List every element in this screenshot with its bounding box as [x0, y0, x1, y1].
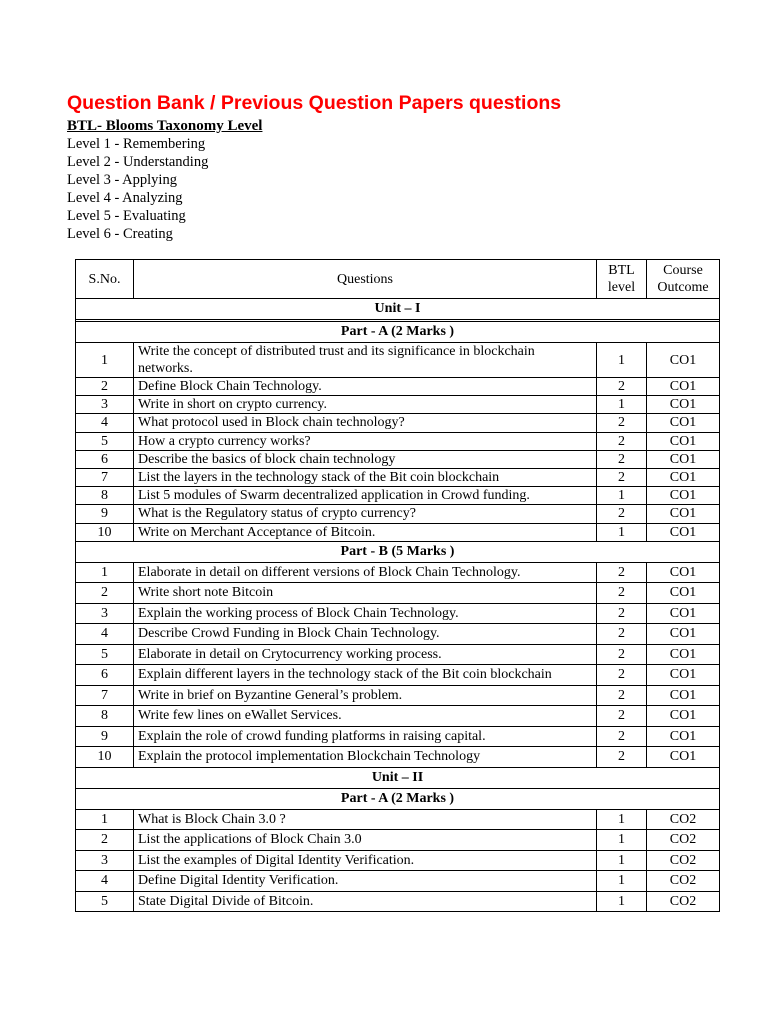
row-btl-level: 2: [597, 624, 647, 645]
row-question: Define Block Chain Technology.: [134, 378, 597, 396]
btl-level-item: Level 6 - Creating: [67, 226, 173, 242]
row-course-outcome: CO1: [647, 414, 720, 432]
row-sno: 4: [76, 871, 134, 892]
row-sno: 1: [76, 343, 134, 378]
row-course-outcome: CO1: [647, 396, 720, 414]
row-course-outcome: CO1: [647, 523, 720, 541]
row-question: List the applications of Block Chain 3.0: [134, 830, 597, 851]
row-sno: 4: [76, 624, 134, 645]
row-question: List 5 modules of Swarm decentralized application in Crowd funding.: [134, 487, 597, 505]
row-course-outcome: CO1: [647, 747, 720, 768]
row-sno: 9: [76, 505, 134, 523]
row-sno: 3: [76, 396, 134, 414]
row-question: State Digital Divide of Bitcoin.: [134, 891, 597, 912]
part-header-row: [76, 788, 720, 809]
table-row: [76, 685, 720, 706]
unit-label: Unit – II: [76, 767, 720, 788]
row-btl-level: 2: [597, 706, 647, 727]
part-header-row: [76, 322, 720, 343]
btl-level-item: Level 3 - Applying: [67, 172, 177, 188]
row-sno: 5: [76, 891, 134, 912]
row-course-outcome: CO1: [647, 378, 720, 396]
row-course-outcome: CO1: [647, 644, 720, 665]
row-course-outcome: CO1: [647, 562, 720, 583]
row-sno: 10: [76, 747, 134, 768]
row-sno: 6: [76, 450, 134, 468]
btl-level-item: Level 2 - Understanding: [67, 154, 209, 170]
header-course-outcome: Course Outcome: [647, 260, 720, 299]
table-row: [76, 505, 720, 523]
row-btl-level: 2: [597, 450, 647, 468]
table-header-row: [76, 260, 720, 299]
row-btl-level: 2: [597, 468, 647, 486]
table-row: [76, 414, 720, 432]
table-row: [76, 891, 720, 912]
row-btl-level: 2: [597, 562, 647, 583]
btl-level-item: Level 5 - Evaluating: [67, 208, 186, 224]
row-question: Explain the role of crowd funding platforms in raising capital.: [134, 726, 597, 747]
row-question: Describe Crowd Funding in Block Chain Technology.: [134, 624, 597, 645]
unit-header-row: [76, 767, 720, 788]
row-sno: 5: [76, 644, 134, 665]
row-sno: 5: [76, 432, 134, 450]
row-course-outcome: CO1: [647, 603, 720, 624]
row-question: List the examples of Digital Identity Verification.: [134, 850, 597, 871]
row-question: Describe the basics of block chain technology: [134, 450, 597, 468]
row-sno: 2: [76, 378, 134, 396]
row-question: How a crypto currency works?: [134, 432, 597, 450]
row-course-outcome: CO2: [647, 871, 720, 892]
row-btl-level: 1: [597, 871, 647, 892]
part-label: Part - B (5 Marks ): [76, 541, 720, 562]
row-course-outcome: CO1: [647, 624, 720, 645]
row-sno: 4: [76, 414, 134, 432]
table-row: [76, 665, 720, 686]
table-row: [76, 809, 720, 830]
table-row: [76, 747, 720, 768]
table-row: [76, 644, 720, 665]
row-course-outcome: CO1: [647, 450, 720, 468]
row-btl-level: 1: [597, 487, 647, 505]
row-btl-level: 2: [597, 644, 647, 665]
table-row: [76, 706, 720, 727]
table-row: [76, 830, 720, 851]
row-question: Write in short on crypto currency.: [134, 396, 597, 414]
row-question: Write short note Bitcoin: [134, 583, 597, 604]
table-row: [76, 432, 720, 450]
row-btl-level: 2: [597, 378, 647, 396]
row-course-outcome: CO1: [647, 505, 720, 523]
table-body: [76, 299, 720, 912]
part-label: Part - A (2 Marks ): [76, 788, 720, 809]
row-btl-level: 2: [597, 414, 647, 432]
row-question: List the layers in the technology stack of the Bit coin blockchain: [134, 468, 597, 486]
row-course-outcome: CO1: [647, 468, 720, 486]
table-row: [76, 468, 720, 486]
row-btl-level: 2: [597, 665, 647, 686]
header-questions: Questions: [134, 260, 597, 299]
unit-header-row: [76, 299, 720, 320]
row-sno: 1: [76, 562, 134, 583]
row-course-outcome: CO1: [647, 726, 720, 747]
row-btl-level: 1: [597, 523, 647, 541]
row-btl-level: 2: [597, 505, 647, 523]
page-title: Question Bank / Previous Question Papers questions: [67, 92, 562, 114]
row-course-outcome: CO1: [647, 706, 720, 727]
row-course-outcome: CO2: [647, 850, 720, 871]
row-question: Write the concept of distributed trust and its significance in blockchain networks.: [134, 343, 597, 378]
header-sno: S.No.: [76, 260, 134, 299]
btl-level-item: Level 1 - Remembering: [67, 136, 206, 152]
table-row: [76, 562, 720, 583]
unit-label: Unit – I: [76, 299, 720, 320]
row-btl-level: 2: [597, 583, 647, 604]
row-question: Write few lines on eWallet Services.: [134, 706, 597, 727]
row-sno: 2: [76, 583, 134, 604]
header-btl-level: BTL level: [597, 260, 647, 299]
row-btl-level: 1: [597, 809, 647, 830]
row-sno: 2: [76, 830, 134, 851]
table-row: [76, 624, 720, 645]
row-btl-level: 1: [597, 396, 647, 414]
row-question: What is the Regulatory status of crypto currency?: [134, 505, 597, 523]
row-sno: 1: [76, 809, 134, 830]
row-question: Explain the working process of Block Chain Technology.: [134, 603, 597, 624]
row-question: Write on Merchant Acceptance of Bitcoin.: [134, 523, 597, 541]
table-row: [76, 871, 720, 892]
row-sno: 7: [76, 468, 134, 486]
table-row: [76, 343, 720, 378]
row-question: Explain different layers in the technology stack of the Bit coin blockchain: [134, 665, 597, 686]
btl-level-item: Level 4 - Analyzing: [67, 190, 183, 206]
table-row: [76, 583, 720, 604]
btl-heading: BTL- Blooms Taxonomy Level: [67, 118, 263, 134]
row-btl-level: 2: [597, 747, 647, 768]
row-question: Write in brief on Byzantine General’s problem.: [134, 685, 597, 706]
btl-level-list: [67, 135, 208, 243]
row-course-outcome: CO2: [647, 809, 720, 830]
row-sno: 7: [76, 685, 134, 706]
row-sno: 9: [76, 726, 134, 747]
part-label: Part - A (2 Marks ): [76, 322, 720, 343]
row-btl-level: 1: [597, 343, 647, 378]
row-sno: 8: [76, 706, 134, 727]
row-btl-level: 1: [597, 830, 647, 851]
table-row: [76, 726, 720, 747]
part-header-row: [76, 541, 720, 562]
row-question: Elaborate in detail on Crytocurrency working process.: [134, 644, 597, 665]
row-course-outcome: CO1: [647, 583, 720, 604]
row-question: Elaborate in detail on different versions of Block Chain Technology.: [134, 562, 597, 583]
row-course-outcome: CO1: [647, 343, 720, 378]
row-sno: 6: [76, 665, 134, 686]
row-course-outcome: CO2: [647, 891, 720, 912]
row-question: What protocol used in Block chain technology?: [134, 414, 597, 432]
row-sno: 8: [76, 487, 134, 505]
table-row: [76, 450, 720, 468]
row-btl-level: 2: [597, 726, 647, 747]
row-course-outcome: CO1: [647, 487, 720, 505]
row-course-outcome: CO1: [647, 685, 720, 706]
table-row: [76, 378, 720, 396]
row-btl-level: 2: [597, 603, 647, 624]
table-row: [76, 487, 720, 505]
row-course-outcome: CO2: [647, 830, 720, 851]
question-table: [75, 259, 720, 912]
table-row: [76, 523, 720, 541]
row-sno: 10: [76, 523, 134, 541]
row-course-outcome: CO1: [647, 432, 720, 450]
row-question: Explain the protocol implementation Blockchain Technology: [134, 747, 597, 768]
row-sno: 3: [76, 850, 134, 871]
table-row: [76, 603, 720, 624]
row-btl-level: 1: [597, 850, 647, 871]
row-btl-level: 2: [597, 685, 647, 706]
row-btl-level: 1: [597, 891, 647, 912]
row-sno: 3: [76, 603, 134, 624]
row-btl-level: 2: [597, 432, 647, 450]
table-row: [76, 396, 720, 414]
row-question: Define Digital Identity Verification.: [134, 871, 597, 892]
row-course-outcome: CO1: [647, 665, 720, 686]
table-row: [76, 850, 720, 871]
row-question: What is Block Chain 3.0 ?: [134, 809, 597, 830]
